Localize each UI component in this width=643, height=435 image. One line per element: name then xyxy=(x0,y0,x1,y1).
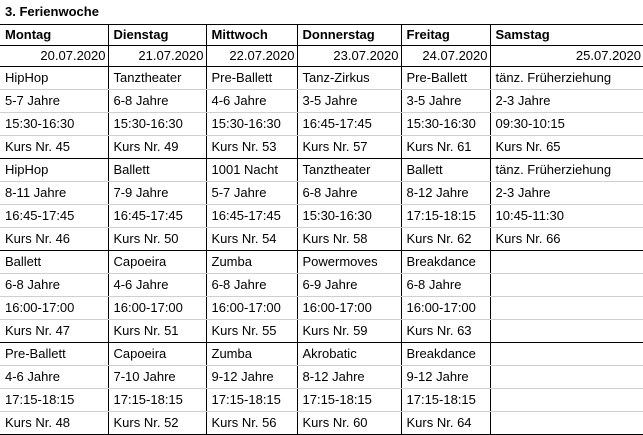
cell-course-name: Tanztheater xyxy=(108,67,206,90)
cell-course-number: Kurs Nr. 46 xyxy=(0,228,108,251)
cell-age-range: 9-12 Jahre xyxy=(401,366,490,389)
cell-time-slot: 15:30-16:30 xyxy=(206,113,297,136)
cell-age-range: 9-12 Jahre xyxy=(206,366,297,389)
week-title: 3. Ferienwoche xyxy=(5,4,99,19)
cell-course-name: tänz. Früherziehung xyxy=(490,159,643,182)
cell-course-name xyxy=(490,251,643,274)
cell-course-number: Kurs Nr. 66 xyxy=(490,228,643,251)
cell-course-number xyxy=(490,320,643,343)
cell-age-range: 6-8 Jahre xyxy=(401,274,490,297)
course-schedule-table xyxy=(0,24,643,435)
cell-course-name: Capoeira xyxy=(108,251,206,274)
schedule-row xyxy=(0,90,643,113)
cell-course-number: Kurs Nr. 45 xyxy=(0,136,108,159)
cell-time-slot: 10:45-11:30 xyxy=(490,205,643,228)
cell-course-number: Kurs Nr. 62 xyxy=(401,228,490,251)
cell-course-name: Zumba xyxy=(206,343,297,366)
schedule-row xyxy=(0,113,643,136)
schedule-row xyxy=(0,251,643,274)
cell-course-name: Ballett xyxy=(108,159,206,182)
cell-course-number: Kurs Nr. 48 xyxy=(0,412,108,435)
cell-course-number: Kurs Nr. 53 xyxy=(206,136,297,159)
cell-time-slot: 17:15-18:15 xyxy=(401,389,490,412)
cell-time-slot: 17:15-18:15 xyxy=(297,389,401,412)
date-header: 25.07.2020 xyxy=(490,46,643,67)
cell-time-slot: 17:15-18:15 xyxy=(401,205,490,228)
date-header: 23.07.2020 xyxy=(297,46,401,67)
cell-course-number: Kurs Nr. 50 xyxy=(108,228,206,251)
cell-course-number: Kurs Nr. 47 xyxy=(0,320,108,343)
cell-age-range: 4-6 Jahre xyxy=(0,366,108,389)
cell-age-range: 6-8 Jahre xyxy=(0,274,108,297)
cell-time-slot: 15:30-16:30 xyxy=(108,113,206,136)
cell-course-number: Kurs Nr. 61 xyxy=(401,136,490,159)
schedule-row xyxy=(0,228,643,251)
cell-course-name: tänz. Früherziehung xyxy=(490,67,643,90)
cell-age-range: 6-9 Jahre xyxy=(297,274,401,297)
cell-age-range: 7-9 Jahre xyxy=(108,182,206,205)
cell-course-number: Kurs Nr. 54 xyxy=(206,228,297,251)
schedule-row xyxy=(0,320,643,343)
date-header: 20.07.2020 xyxy=(0,46,108,67)
cell-course-number: Kurs Nr. 65 xyxy=(490,136,643,159)
cell-age-range: 3-5 Jahre xyxy=(297,90,401,113)
cell-course-name: 1001 Nacht xyxy=(206,159,297,182)
schedule-row xyxy=(0,297,643,320)
cell-course-number: Kurs Nr. 60 xyxy=(297,412,401,435)
cell-age-range: 6-8 Jahre xyxy=(297,182,401,205)
cell-time-slot: 16:45-17:45 xyxy=(206,205,297,228)
cell-age-range: 8-12 Jahre xyxy=(297,366,401,389)
cell-course-name: Breakdance xyxy=(401,251,490,274)
cell-course-name xyxy=(490,343,643,366)
schedule-row xyxy=(0,412,643,435)
cell-age-range xyxy=(490,274,643,297)
weekday-header: Montag xyxy=(0,25,108,46)
cell-age-range: 2-3 Jahre xyxy=(490,182,643,205)
cell-course-number: Kurs Nr. 64 xyxy=(401,412,490,435)
cell-course-name: Tanz-Zirkus xyxy=(297,67,401,90)
cell-course-name: Zumba xyxy=(206,251,297,274)
cell-course-name: Breakdance xyxy=(401,343,490,366)
schedule-row xyxy=(0,182,643,205)
cell-time-slot: 16:45-17:45 xyxy=(108,205,206,228)
cell-course-name: Akrobatic xyxy=(297,343,401,366)
weekday-header-row xyxy=(0,25,643,46)
cell-course-number: Kurs Nr. 58 xyxy=(297,228,401,251)
cell-age-range: 6-8 Jahre xyxy=(108,90,206,113)
schedule-row xyxy=(0,67,643,90)
cell-time-slot: 16:00-17:00 xyxy=(108,297,206,320)
weekday-header: Freitag xyxy=(401,25,490,46)
cell-time-slot xyxy=(490,297,643,320)
cell-age-range: 6-8 Jahre xyxy=(206,274,297,297)
cell-time-slot: 16:45-17:45 xyxy=(0,205,108,228)
weekday-header: Samstag xyxy=(490,25,643,46)
date-header: 22.07.2020 xyxy=(206,46,297,67)
schedule-row xyxy=(0,136,643,159)
cell-age-range: 8-11 Jahre xyxy=(0,182,108,205)
cell-course-number: Kurs Nr. 51 xyxy=(108,320,206,343)
weekday-header: Mittwoch xyxy=(206,25,297,46)
cell-course-name: Ballett xyxy=(401,159,490,182)
cell-age-range: 8-12 Jahre xyxy=(401,182,490,205)
cell-time-slot: 16:00-17:00 xyxy=(0,297,108,320)
cell-time-slot: 16:00-17:00 xyxy=(401,297,490,320)
cell-course-number: Kurs Nr. 55 xyxy=(206,320,297,343)
schedule-row xyxy=(0,205,643,228)
cell-course-number: Kurs Nr. 52 xyxy=(108,412,206,435)
weekday-header: Donnerstag xyxy=(297,25,401,46)
cell-course-number: Kurs Nr. 56 xyxy=(206,412,297,435)
cell-time-slot xyxy=(490,389,643,412)
cell-course-name: Powermoves xyxy=(297,251,401,274)
cell-course-number: Kurs Nr. 57 xyxy=(297,136,401,159)
date-header: 24.07.2020 xyxy=(401,46,490,67)
weekday-header: Dienstag xyxy=(108,25,206,46)
cell-course-number: Kurs Nr. 63 xyxy=(401,320,490,343)
cell-course-number xyxy=(490,412,643,435)
cell-time-slot: 09:30-10:15 xyxy=(490,113,643,136)
cell-course-name: Pre-Ballett xyxy=(0,343,108,366)
cell-age-range: 5-7 Jahre xyxy=(206,182,297,205)
schedule-row xyxy=(0,343,643,366)
cell-course-name: HipHop xyxy=(0,67,108,90)
schedule-row xyxy=(0,389,643,412)
cell-time-slot: 17:15-18:15 xyxy=(206,389,297,412)
cell-age-range: 7-10 Jahre xyxy=(108,366,206,389)
cell-time-slot: 16:45-17:45 xyxy=(297,113,401,136)
cell-course-name: HipHop xyxy=(0,159,108,182)
cell-course-name: Ballett xyxy=(0,251,108,274)
cell-age-range: 3-5 Jahre xyxy=(401,90,490,113)
cell-age-range xyxy=(490,366,643,389)
cell-age-range: 5-7 Jahre xyxy=(0,90,108,113)
date-header-row xyxy=(0,46,643,67)
cell-time-slot: 15:30-16:30 xyxy=(297,205,401,228)
schedule-row xyxy=(0,274,643,297)
cell-course-number: Kurs Nr. 59 xyxy=(297,320,401,343)
date-header: 21.07.2020 xyxy=(108,46,206,67)
cell-time-slot: 17:15-18:15 xyxy=(0,389,108,412)
cell-time-slot: 16:00-17:00 xyxy=(297,297,401,320)
schedule-row xyxy=(0,366,643,389)
cell-age-range: 4-6 Jahre xyxy=(206,90,297,113)
cell-time-slot: 16:00-17:00 xyxy=(206,297,297,320)
cell-course-name: Pre-Ballett xyxy=(206,67,297,90)
cell-course-name: Tanztheater xyxy=(297,159,401,182)
cell-course-name: Pre-Ballett xyxy=(401,67,490,90)
cell-age-range: 2-3 Jahre xyxy=(490,90,643,113)
cell-course-number: Kurs Nr. 49 xyxy=(108,136,206,159)
cell-course-name: Capoeira xyxy=(108,343,206,366)
cell-time-slot: 17:15-18:15 xyxy=(108,389,206,412)
cell-time-slot: 15:30-16:30 xyxy=(401,113,490,136)
schedule-row xyxy=(0,159,643,182)
cell-time-slot: 15:30-16:30 xyxy=(0,113,108,136)
cell-age-range: 4-6 Jahre xyxy=(108,274,206,297)
